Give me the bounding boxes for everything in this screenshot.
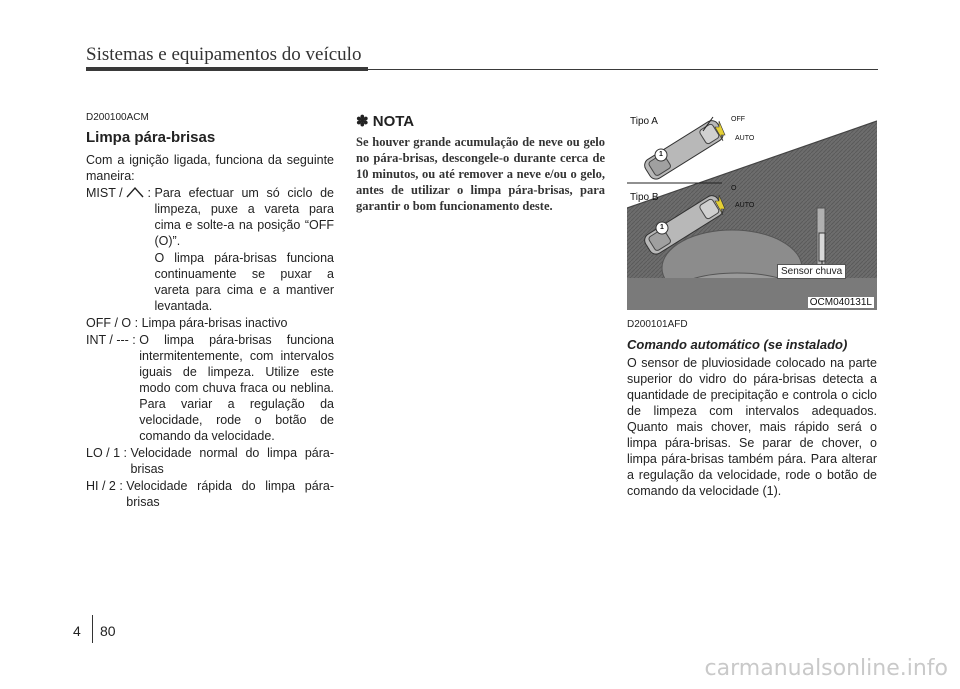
num-a-label: 1 <box>659 151 663 158</box>
nota-text: Se houver grande acumulação de neve ou gelo no pára-brisas, descongele-o durante cerca de 10 minutos, ou até remover a neve e/ou o gelo, antes de utilizar o limpa pára-brisas, para garantir o bom funcionamento deste. <box>356 135 605 213</box>
lo-body: Velocidade normal do limpa pára-brisas <box>130 446 334 476</box>
header-rule-thin <box>368 69 878 70</box>
off-label: OFF <box>731 116 745 123</box>
rain-sensor-label: Sensor chuva <box>777 264 846 279</box>
figure-code: OCM040131L <box>809 297 872 308</box>
hi-body: Velocidade rápida do limpa pára-brisas <box>126 479 334 509</box>
header-rule-thick <box>86 67 368 71</box>
off-definition <box>86 315 334 331</box>
int-body: O limpa pára-brisas funciona intermitentemente, com intervalos iguais de limpeza. Utilize este modo com chuva fraca ou neblina. Para variar a regulação da velocidade, rode o botão de comando da velocidade. <box>139 333 334 443</box>
o-label: O <box>731 185 737 192</box>
mist-term: MIST / : <box>86 186 155 200</box>
auto-b-label: AUTO <box>735 202 755 209</box>
auto-section-title: Comando automático (se instalado) <box>627 337 848 352</box>
page-header-title: Sistemas e equipamentos do veículo <box>86 44 362 65</box>
section-title: Limpa pára-brisas <box>86 129 216 146</box>
mist-body: Para efectuar um só ciclo de limpeza, puxe a vareta para cima e solte-a na posição “OFF (O)”. O limpa pára-brisas funciona continuamente se puxar a vareta para cima e a mantiver levantada. <box>154 186 334 313</box>
wiper-stalk-drawing <box>627 113 877 310</box>
wiper-illustration <box>627 113 877 310</box>
hi-term: HI / 2 : <box>86 479 127 493</box>
wiper-section <box>86 110 334 510</box>
intro-paragraph: Com a ignição ligada, funciona da seguinte maneira: <box>86 153 334 183</box>
mist-chevron-icon <box>126 186 144 198</box>
nota-title: ✽ NOTA <box>356 113 415 130</box>
page-number: 80 <box>100 623 116 639</box>
watermark-text: carmanualsonline.info <box>704 656 948 681</box>
auto-a-label: AUTO <box>735 135 755 142</box>
nota-box <box>356 112 605 214</box>
int-definition <box>86 332 334 444</box>
off-body: Limpa pára-brisas inactivo <box>141 316 288 330</box>
auto-section-code: D200101AFD <box>627 319 688 330</box>
footer-rule <box>92 615 93 643</box>
mist-definition <box>86 185 334 314</box>
off-term: OFF / O : <box>86 316 142 330</box>
int-term: INT / --- : <box>86 333 140 347</box>
lo-definition <box>86 445 334 477</box>
tipo-b-label: Tipo B <box>630 192 659 203</box>
chapter-number: 4 <box>73 623 81 639</box>
tipo-a-label: Tipo A <box>630 116 658 127</box>
section-code: D200100ACM <box>86 112 149 123</box>
auto-control-section <box>627 317 877 499</box>
num-b-label: 1 <box>660 224 664 231</box>
hi-definition <box>86 478 334 510</box>
lo-term: LO / 1 : <box>86 446 131 460</box>
auto-section-text: O sensor de pluviosidade colocado na parte superior do vidro do pára-brisas detecta a quantidade de precipitação e controla o ciclo de limpeza com intervalos adequados. Quanto mais chover, mais rápido será o limpa pára-brisas. Se parar de chover, o limpa pára-brisas também pára. Para alterar a regulação da velocidade, rode o botão de comando da velocidade (1). <box>627 356 877 498</box>
